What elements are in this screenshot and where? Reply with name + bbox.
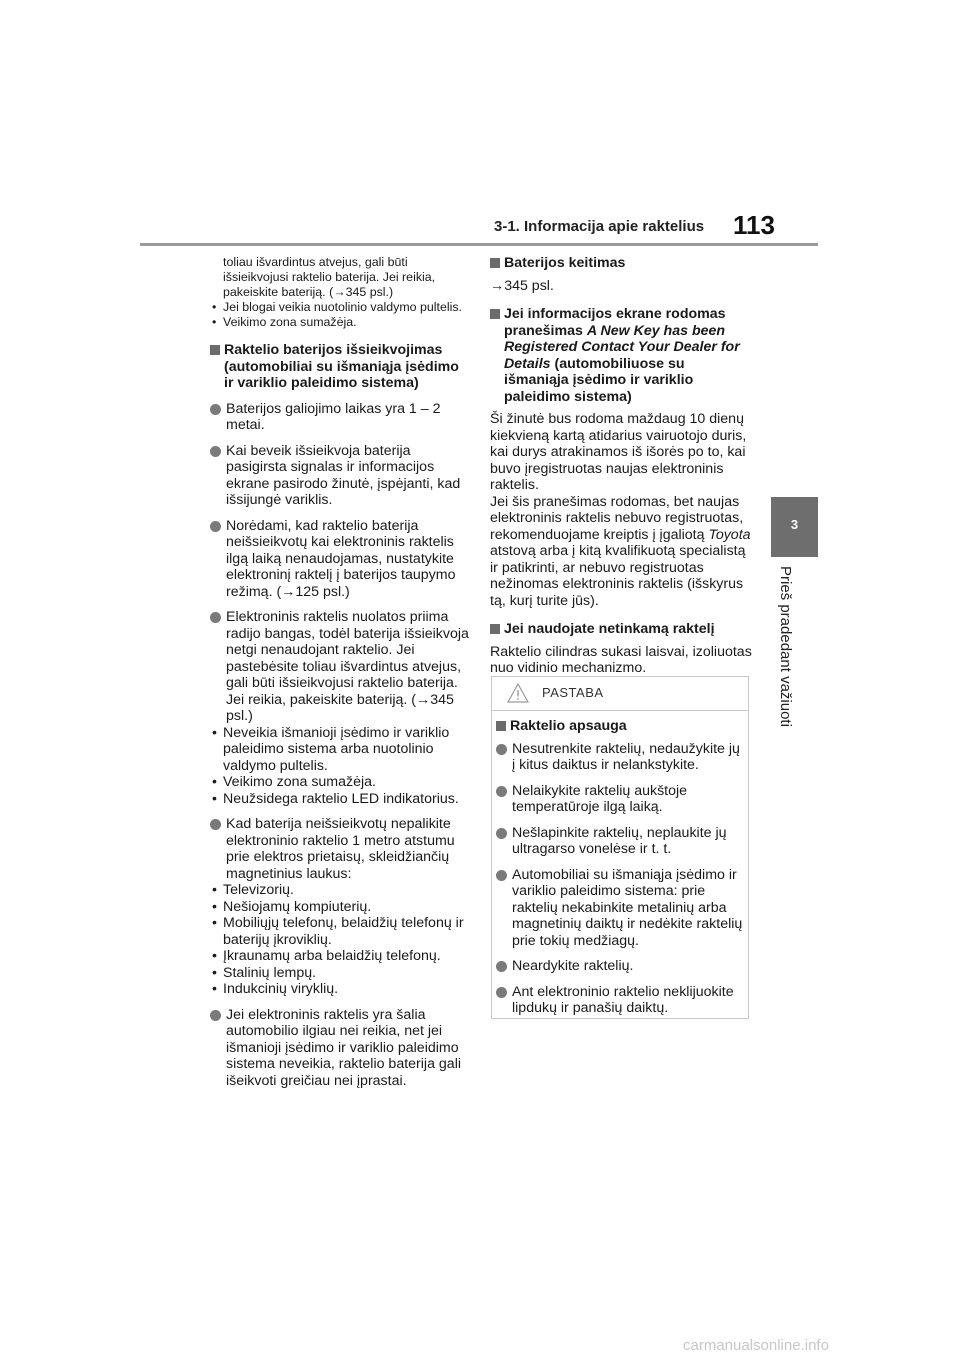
sub-list-item: • Neveikia išmanioji įsėdimo ir variklio paleidimo sistema arba nuotolinio valdymo pultelis.	[210, 725, 472, 775]
intro-line: pakeiskite bateriją. (→345 psl.)	[223, 285, 394, 299]
display-message: A New Key has been Registered Contact Your Dealer for Details	[504, 322, 740, 372]
notice-item: Nešlapinkite raktelių, neplaukite jų ultragarso vonelėse ir t. t.	[496, 825, 744, 858]
list-item: Kad baterija neišsieikvotų nepalikite elektroninio raktelio 1 metro atstumu prie elektros prietaisų, skleidžiančių magnetinius laukus:	[210, 816, 472, 882]
left-column	[210, 255, 472, 1089]
intro-bullet: • Jei blogai veikia nuotolinio valdymo pultelis.	[210, 300, 472, 315]
list-item: Jei elektroninis raktelis yra šalia automobilio ilgiau nei reikia, net jei išmanioji įsėdimo ir variklio paleidimo sistema neveikia, raktelio baterija gali išeikvoti greičiau nei įprastai.	[210, 1007, 472, 1090]
notice-item: Automobiliai su išmaniąja įsėdimo ir variklio paleidimo sistema: prie raktelių nekabinkite metalinių arba magnetinių daiktų ir nedėkite raktelių prie tokių medžiagų.	[496, 867, 744, 950]
section-heading-new-key-message: Jei informacijos ekrane rodomas pranešimas A New Key has been Registered Contact Your Dealer for Details (automobiliuose su išmaniąja įsėdimo ir variklio paleidimo sistema)	[490, 306, 752, 405]
section-title: 3-1. Informacija apie raktelius	[494, 218, 705, 235]
sub-list-item: • Televizorių.	[210, 882, 472, 899]
list-item: Elektroninis raktelis nuolatos priima radijo bangas, todėl baterija išsieikvoja netgi nenaudojant raktelio. Jei pastebėsite toliau išvardintus atvejus, gali būti išsieikvojusi raktelio baterija. Jei reikia, pakeiskite bateriją. (→345 psl.)	[210, 609, 472, 725]
notice-title: PASTABA	[542, 685, 604, 700]
intro-text	[210, 255, 472, 300]
sub-list-item: • Indukcinių viryklių.	[210, 981, 472, 998]
watermark: carmanualsonline.info	[683, 1337, 829, 1354]
notice-item: Nesutrenkite raktelių, nedaužykite jų į kitus daiktus ir nelankstykite.	[496, 741, 744, 774]
section-heading-battery-replacement: Baterijos keitimas	[490, 255, 752, 272]
sub-list-item: • Stalinių lempų.	[210, 965, 472, 982]
sub-list-item: • Neužsidega raktelio LED indikatorius.	[210, 791, 472, 808]
paragraph: Raktelio cilindras sukasi laisvai, izoliuotas nuo vidinio mechanizmo.	[490, 643, 752, 676]
paragraph: Jei šis pranešimas rodomas, bet naujas elektroninis raktelis nebuvo registruotas, rekomenduojame kreiptis į įgaliotą Toyota atstovą arba į kitą kvalifikuotą specialistą ir patikrinti, ar nebuvo registruotas nežinomas elektroninis raktelis (išskyrus tą, kurį turite jūs).	[490, 493, 751, 609]
notice-item: Nelaikykite raktelių aukštoje temperatūroje ilgą laiką.	[496, 783, 744, 816]
header-divider	[140, 243, 818, 246]
sub-list-item: • Veikimo zona sumažėja.	[210, 774, 472, 791]
sub-list-item: • Nešiojamų kompiuterių.	[210, 899, 472, 916]
section-heading-battery-depletion: Raktelio baterijos išsieikvojimas (automobiliai su išmaniąja įsėdimo ir variklio paleidimo sistema)	[210, 342, 472, 392]
warning-triangle-icon	[507, 683, 529, 708]
section-heading-wrong-key: Jei naudojate netinkamą raktelį	[490, 621, 752, 638]
list-item: Kai beveik išsieikvoja baterija pasigirsta signalas ir informacijos ekrane pasirodo žinutė, įspėjanti, kad išsijungė variklis.	[210, 443, 472, 509]
page-reference: →345 psl.	[490, 277, 554, 294]
page-number: 113	[733, 210, 775, 240]
chapter-tab	[771, 497, 818, 557]
brand-name: Toyota	[708, 526, 751, 543]
intro-bullet: • Veikimo zona sumažėja.	[210, 315, 472, 330]
notice-item: Ant elektroninio raktelio neklijuokite lipdukų ir panašių daiktų.	[496, 984, 744, 1017]
list-item: Baterijos galiojimo laikas yra 1 – 2 metai.	[210, 401, 472, 434]
intro-line: toliau išvardintus atvejus, gali būti	[223, 255, 408, 269]
notice-body	[492, 718, 748, 1017]
paragraph: Ši žinutė bus rodoma maždaug 10 dienų kiekvieną kartą atidarius vairuotojo duris, kai durys atrakinamos iš išorės po to, kai buvo įregistruotas naujas elektroninis raktelis.	[490, 411, 747, 493]
notice-item: Neardykite raktelių.	[496, 958, 744, 975]
notice-heading: Raktelio apsauga	[496, 718, 744, 735]
list-item: Norėdami, kad raktelio baterija neišsieikvotų kai elektroninis raktelis ilgą laiką nenaudojamas, nustatykite elektroninį raktelį į baterijos taupymo režimą. (→125 psl.)	[210, 518, 472, 601]
sub-list-item: • Įkraunamų arba belaidžių telefonų.	[210, 948, 472, 965]
chapter-label: Prieš pradedant važiuoti	[777, 566, 794, 727]
notice-box	[491, 676, 749, 1019]
intro-line: išsieikvojusi raktelio baterija. Jei reikia,	[223, 270, 436, 284]
notice-header	[492, 677, 748, 711]
sub-list-item: • Mobiliųjų telefonų, belaidžių telefonų ir baterijų įkroviklių.	[210, 915, 472, 948]
chapter-number: 3	[790, 517, 799, 532]
right-column	[490, 255, 752, 677]
